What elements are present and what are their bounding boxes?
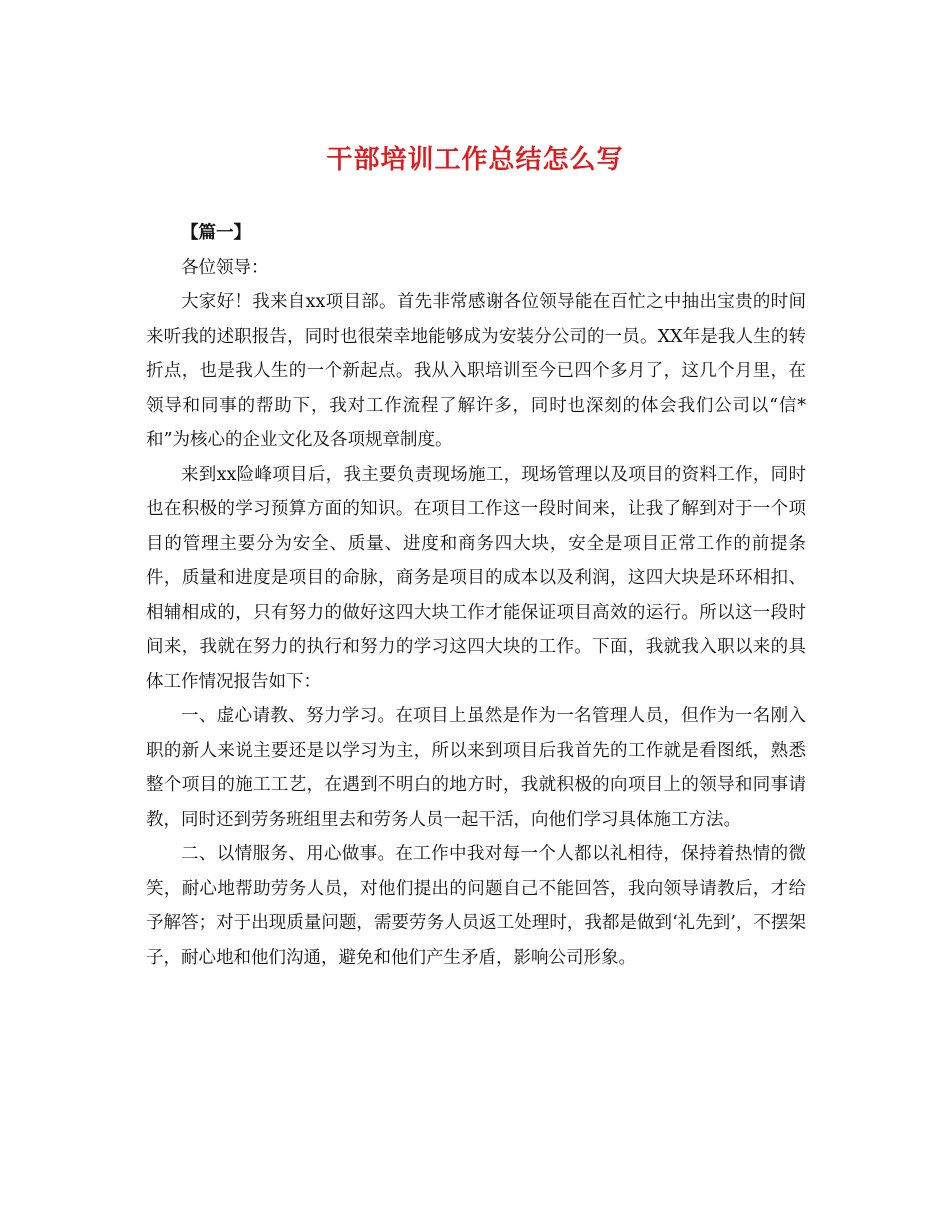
section-heading: 【篇一】 <box>181 223 251 243</box>
document-title: 干部培训工作总结怎么写 <box>326 145 624 175</box>
salutation-paragraph: 各位领导： <box>181 257 269 278</box>
body-paragraph: 来到xx险峰项目后，我主要负责现场施工，现场管理以及项目的资料工作，同时也在积极的学习预算方面的知识。在项目工作这一段时间来，让我了解到对于一个项目的管理主要分为安全、质量、进度和商务四大块，安全是项目正常工作的前提条件，质量和进度是项目的命脉，商务是项目的成本以及利润，这四大块是环环相扣、相辅相成的，只有努力的做好这四大块工作才能保证项目高效的运行。所以这一段时间来，我就在努力的执行和努力的学习这四大块的工作。下面，我就我入职以来的具体工作情况报告如下： <box>146 464 806 692</box>
document-body <box>146 216 806 975</box>
body-paragraph: 大家好！我来自xx项目部。首先非常感谢各位领导能在百忙之中抽出宝贵的时间来听我的述职报告，同时也很荣幸地能够成为安装分公司的一员。XX年是我人生的转折点，也是我人生的一个新起点。我从入职培训至今已四个多月了，这几个月里，在领导和同事的帮助下，我对工作流程了解许多，同时也深刻的体会我们公司以“信*和”为核心的企业文化及各项规章制度。 <box>146 292 806 450</box>
body-paragraph: 一、虚心请教、努力学习。在项目上虽然是作为一名管理人员，但作为一名刚入职的新人来说主要还是以学习为主，所以来到项目后我首先的工作就是看图纸，熟悉整个项目的施工工艺，在遇到不明白的地方时，我就积极的向项目上的领导和同事请教，同时还到劳务班组里去和劳务人员一起干活，向他们学习具体施工方法。 <box>146 706 806 830</box>
body-paragraph: 二、以情服务、用心做事。在工作中我对每一个人都以礼相待，保持着热情的微笑，耐心地帮助劳务人员，对他们提出的问题自己不能回答，我向领导请教后，才给予解答；对于出现质量问题，需要劳务人员返工处理时，我都是做到‘礼先到’，不摆架子，耐心地和他们沟通，避免和他们产生矛盾，影响公司形象。 <box>146 844 806 968</box>
